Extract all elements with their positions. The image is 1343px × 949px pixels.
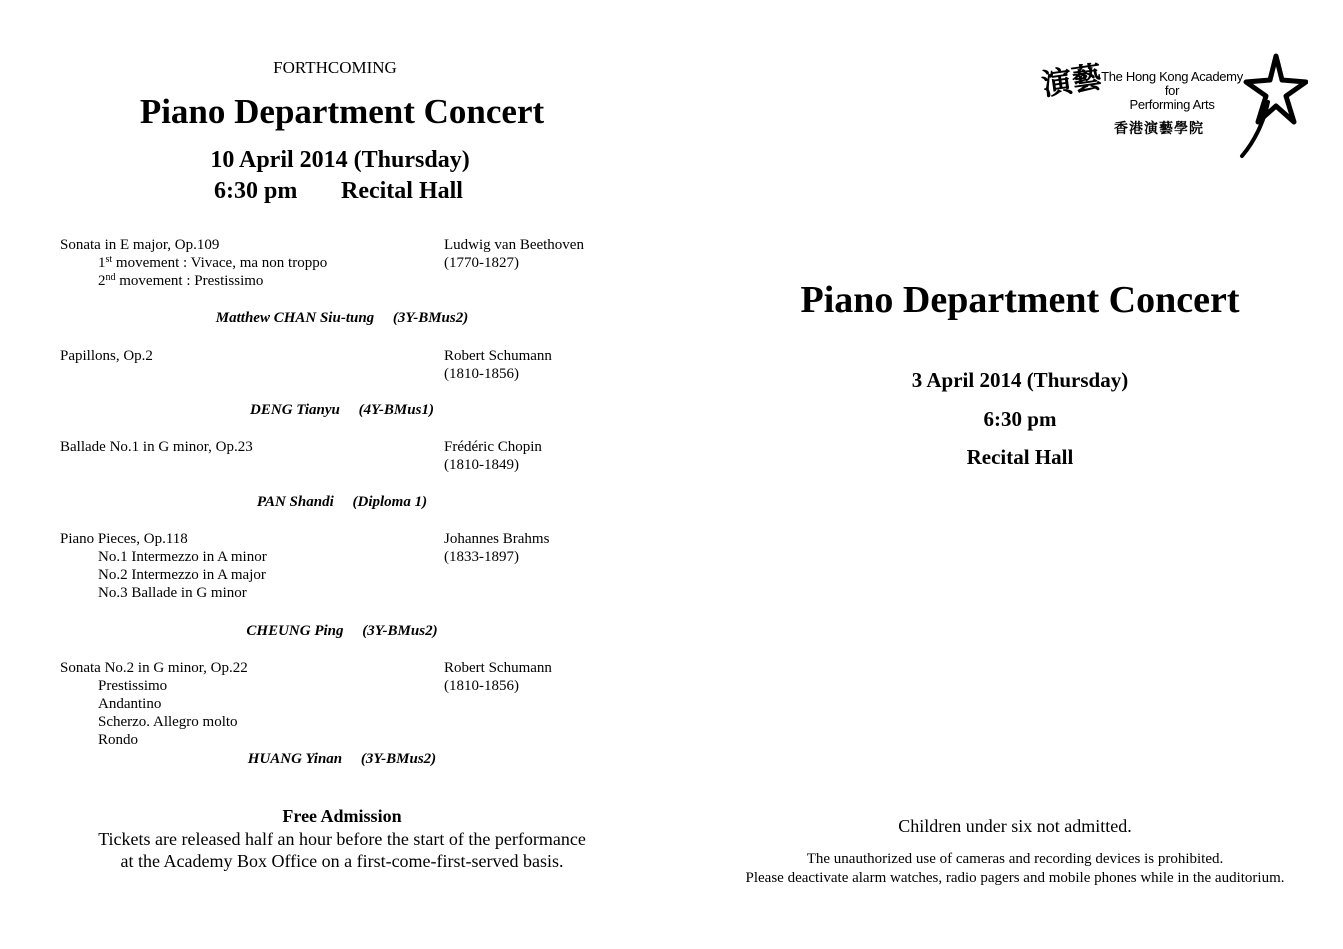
composer-years: (1770-1827) xyxy=(444,255,519,271)
movement: No.3 Ballade in G minor xyxy=(98,585,247,601)
academy-name-line-3: Performing Arts xyxy=(1129,97,1215,112)
free-admission-heading: Free Admission xyxy=(282,806,402,826)
academy-logo xyxy=(1038,52,1308,164)
academy-name-chinese: 香港演藝學院 xyxy=(1114,121,1204,137)
movement: No.2 Intermezzo in A major xyxy=(98,567,266,583)
camera-notice: The unauthorized use of cameras and recording devices is prohibited. xyxy=(806,851,1224,867)
work-title: Piano Pieces, Op.118 xyxy=(60,531,188,547)
program-item-5-composer xyxy=(444,659,552,695)
composer-years: (1810-1856) xyxy=(444,678,519,694)
program-item-2-work: Papillons, Op.2 xyxy=(60,348,153,364)
composer-years: (1810-1849) xyxy=(444,457,519,473)
program-item-2-composer xyxy=(444,347,552,383)
movement: 2nd movement : Prestissimo xyxy=(98,272,264,289)
left-concert-venue: Recital Hall xyxy=(341,178,463,204)
movement: Rondo xyxy=(98,732,139,748)
program-item-4-composer xyxy=(444,530,549,566)
performer-4: CHEUNG Ping (3Y-BMus2) xyxy=(246,623,438,639)
composer-name: Robert Schumann xyxy=(444,660,552,676)
forthcoming-label: FORTHCOMING xyxy=(273,58,397,77)
right-concert-title: Piano Department Concert xyxy=(800,279,1240,321)
admission-line-1: Tickets are released half an hour before the start of the performance xyxy=(98,829,586,849)
device-notice: Please deactivate alarm watches, radio pagers and mobile phones while in the auditorium. xyxy=(745,870,1285,886)
program-item-5-work xyxy=(60,659,248,749)
academy-name-line-1: The Hong Kong Academy xyxy=(1101,69,1243,84)
program-item-3-composer xyxy=(444,438,542,474)
auditorium-notices xyxy=(700,850,1330,888)
left-concert-time: 6:30 pm xyxy=(214,178,298,204)
composer-name: Ludwig van Beethoven xyxy=(444,237,584,253)
performer-3: PAN Shandi (Diploma 1) xyxy=(256,494,428,510)
left-concert-date: 10 April 2014 (Thursday) xyxy=(210,147,470,173)
academy-name-line-2: for xyxy=(1164,83,1180,98)
movement: 1st movement : Vivace, ma non troppo xyxy=(98,254,328,271)
composer-name: Johannes Brahms xyxy=(444,531,550,547)
performer-5: HUANG Yinan (3Y-BMus2) xyxy=(247,751,437,767)
composer-name: Frédéric Chopin xyxy=(444,439,542,455)
right-concert-date: 3 April 2014 (Thursday) xyxy=(911,368,1129,392)
calligraphy-logo-mark: 演藝 xyxy=(1039,59,1105,104)
program-item-4-work xyxy=(60,530,267,602)
performer-1: Matthew CHAN Siu-tung (3Y-BMus2) xyxy=(215,310,469,326)
movement: Prestissimo xyxy=(98,678,168,694)
star-icon xyxy=(1238,52,1308,160)
right-concert-time: 6:30 pm xyxy=(983,407,1057,431)
work-title: Sonata in E major, Op.109 xyxy=(60,237,220,253)
academy-name-english xyxy=(1094,70,1250,112)
program-item-3-work: Ballade No.1 in G minor, Op.23 xyxy=(60,439,253,455)
composer-name: Robert Schumann xyxy=(444,348,552,364)
program-item-1-composer xyxy=(444,236,584,272)
children-notice: Children under six not admitted. xyxy=(898,816,1132,836)
composer-years: (1833-1897) xyxy=(444,549,519,565)
right-concert-venue: Recital Hall xyxy=(966,445,1074,469)
movement: Scherzo. Allegro molto xyxy=(98,714,238,730)
program-item-1-work xyxy=(60,236,327,290)
admission-details xyxy=(60,828,624,872)
movement: Andantino xyxy=(98,696,162,712)
left-concert-title: Piano Department Concert xyxy=(139,92,545,131)
work-title: Sonata No.2 in G minor, Op.22 xyxy=(60,660,248,676)
composer-years: (1810-1856) xyxy=(444,366,519,382)
performer-2: DENG Tianyu (4Y-BMus1) xyxy=(250,402,434,418)
movement: No.1 Intermezzo in A minor xyxy=(98,549,267,565)
admission-line-2: at the Academy Box Office on a first-come-first-served basis. xyxy=(120,851,564,871)
